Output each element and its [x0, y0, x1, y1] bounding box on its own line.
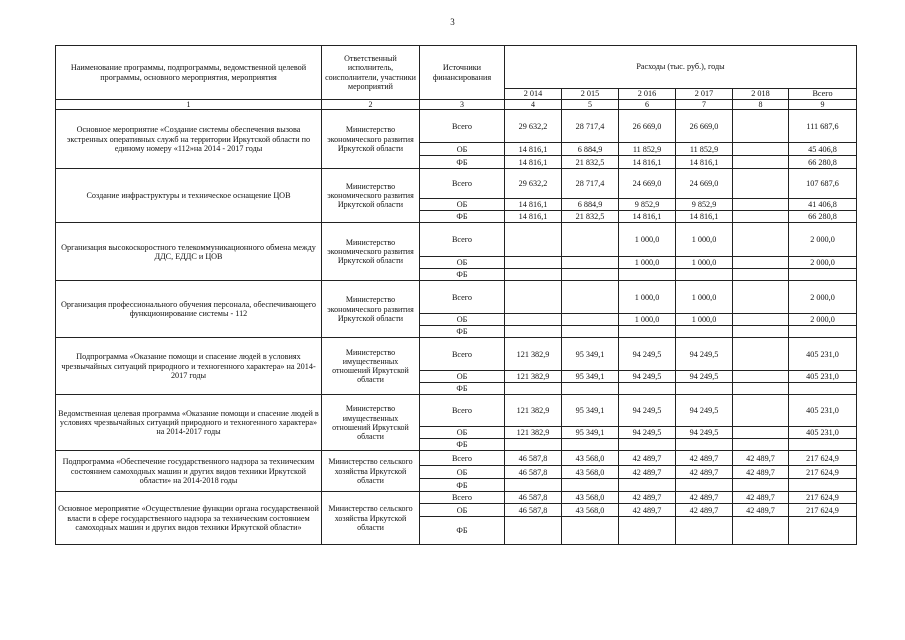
total-value — [789, 479, 857, 492]
year-value: 11 852,9 — [676, 143, 733, 156]
index-row — [56, 100, 857, 110]
year-value: 94 249,5 — [676, 395, 733, 427]
total-value: 405 231,0 — [789, 427, 857, 439]
year-value — [505, 517, 562, 545]
funding-source: ОБ — [420, 257, 505, 269]
year-value: 1 000,0 — [619, 281, 676, 314]
row-executor: Министерство экономического развития Иркутской области — [322, 281, 420, 338]
year-value: 121 382,9 — [505, 338, 562, 371]
table-row — [56, 223, 857, 257]
year-value — [733, 439, 789, 451]
year-value — [619, 517, 676, 545]
year-value — [733, 257, 789, 269]
header-executor: Ответственный исполнитель, соисполнители, участники мероприятий — [322, 46, 420, 100]
year-value: 28 717,4 — [562, 169, 619, 199]
year-value — [562, 257, 619, 269]
year-value: 14 816,1 — [676, 211, 733, 223]
row-executor: Министерство экономического развития Иркутской области — [322, 110, 420, 169]
year-value — [733, 326, 789, 338]
year-value: 42 489,7 — [619, 466, 676, 479]
row-executor: Министерство экономического развития Иркутской области — [322, 169, 420, 223]
year-value: 42 489,7 — [619, 504, 676, 517]
total-value: 217 624,9 — [789, 466, 857, 479]
row-name: Ведомственная целевая программа «Оказание помощи и спасение людей в условиях чрезвычайных ситуаций природного и техногенного характера» на 2014-2017 годы — [56, 395, 322, 451]
year-value: 42 489,7 — [676, 492, 733, 504]
funding-source: ОБ — [420, 427, 505, 439]
column-index: 6 — [619, 100, 676, 110]
year-value — [505, 383, 562, 395]
year-value — [733, 517, 789, 545]
total-value: 2 000,0 — [789, 314, 857, 326]
year-value: 121 382,9 — [505, 371, 562, 383]
column-index: 2 — [322, 100, 420, 110]
row-executor: Министерство сельского хозяйства Иркутской области — [322, 492, 420, 545]
year-value: 94 249,5 — [676, 338, 733, 371]
total-value: 405 231,0 — [789, 338, 857, 371]
funding-source: Всего — [420, 223, 505, 257]
year-value: 14 816,1 — [619, 211, 676, 223]
year-value: 94 249,5 — [619, 338, 676, 371]
year-value: 24 669,0 — [676, 169, 733, 199]
header-year: 2 016 — [619, 89, 676, 100]
year-value: 1 000,0 — [676, 314, 733, 326]
table-row — [56, 110, 857, 143]
year-value — [619, 439, 676, 451]
year-value: 42 489,7 — [733, 466, 789, 479]
header-year-total: Всего — [789, 89, 857, 100]
year-value — [733, 371, 789, 383]
year-value — [676, 479, 733, 492]
year-value: 11 852,9 — [619, 143, 676, 156]
total-value: 405 231,0 — [789, 371, 857, 383]
year-value: 95 349,1 — [562, 427, 619, 439]
year-value: 1 000,0 — [676, 223, 733, 257]
year-value: 14 816,1 — [505, 199, 562, 211]
year-value: 42 489,7 — [676, 451, 733, 466]
header-year: 2 017 — [676, 89, 733, 100]
year-value: 14 816,1 — [619, 156, 676, 169]
year-value — [505, 314, 562, 326]
year-value — [619, 479, 676, 492]
column-index: 3 — [420, 100, 505, 110]
year-value — [733, 223, 789, 257]
total-value: 107 687,6 — [789, 169, 857, 199]
year-value — [733, 156, 789, 169]
year-value: 1 000,0 — [619, 314, 676, 326]
year-value: 43 568,0 — [562, 451, 619, 466]
year-value: 9 852,9 — [619, 199, 676, 211]
year-value — [619, 326, 676, 338]
year-value: 94 249,5 — [619, 427, 676, 439]
column-index: 5 — [562, 100, 619, 110]
funding-source: Всего — [420, 110, 505, 143]
year-value: 26 669,0 — [676, 110, 733, 143]
funding-source: Всего — [420, 169, 505, 199]
year-value: 42 489,7 — [676, 466, 733, 479]
total-value: 405 231,0 — [789, 395, 857, 427]
year-value: 43 568,0 — [562, 504, 619, 517]
year-value: 94 249,5 — [676, 427, 733, 439]
year-value — [733, 211, 789, 223]
column-index: 8 — [733, 100, 789, 110]
row-name: Организация высокоскоростного телекоммуникационного обмена между ДДС, ЕДДС и ЦОВ — [56, 223, 322, 281]
year-value: 14 816,1 — [505, 156, 562, 169]
header-year: 2 018 — [733, 89, 789, 100]
page-number: 3 — [450, 17, 455, 27]
funding-source: ОБ — [420, 199, 505, 211]
row-name: Основное мероприятие «Создание системы обеспечения вызова экстренных оперативных служб на территории Иркутской области по единому номеру «112»на 2014 - 2017 годы — [56, 110, 322, 169]
total-value — [789, 439, 857, 451]
year-value — [562, 281, 619, 314]
column-index: 1 — [56, 100, 322, 110]
year-value — [505, 269, 562, 281]
year-value — [505, 439, 562, 451]
column-index: 4 — [505, 100, 562, 110]
column-index: 7 — [676, 100, 733, 110]
year-value: 42 489,7 — [619, 451, 676, 466]
year-value — [619, 269, 676, 281]
table-row — [56, 338, 857, 371]
funding-source: ФБ — [420, 269, 505, 281]
total-value: 111 687,6 — [789, 110, 857, 143]
year-value: 94 249,5 — [676, 371, 733, 383]
year-value: 6 884,9 — [562, 199, 619, 211]
year-value — [562, 517, 619, 545]
total-value: 45 406,8 — [789, 143, 857, 156]
year-value — [619, 383, 676, 395]
year-value: 42 489,7 — [733, 451, 789, 466]
table-row — [56, 492, 857, 504]
total-value: 2 000,0 — [789, 257, 857, 269]
year-value: 1 000,0 — [619, 257, 676, 269]
year-value: 26 669,0 — [619, 110, 676, 143]
year-value — [733, 169, 789, 199]
year-value — [505, 479, 562, 492]
year-value: 46 587,8 — [505, 451, 562, 466]
funding-source: ОБ — [420, 371, 505, 383]
year-value: 29 632,2 — [505, 110, 562, 143]
funding-source: ОБ — [420, 143, 505, 156]
year-value — [676, 326, 733, 338]
year-value: 42 489,7 — [733, 492, 789, 504]
year-value: 121 382,9 — [505, 395, 562, 427]
year-value — [562, 479, 619, 492]
funding-source: ФБ — [420, 156, 505, 169]
row-name: Подпрограмма «Оказание помощи и спасение людей в условиях чрезвычайных ситуаций природного и техногенного характера» на 2014-2017 годы — [56, 338, 322, 395]
header-year: 2 014 — [505, 89, 562, 100]
year-value — [562, 314, 619, 326]
year-value — [733, 269, 789, 281]
row-name: Создание инфраструктуры и техническое оснащение ЦОВ — [56, 169, 322, 223]
year-value: 46 587,8 — [505, 492, 562, 504]
year-value — [676, 269, 733, 281]
year-value: 46 587,8 — [505, 466, 562, 479]
year-value: 14 816,1 — [676, 156, 733, 169]
year-value: 21 832,5 — [562, 211, 619, 223]
year-value: 1 000,0 — [676, 257, 733, 269]
total-value: 66 280,8 — [789, 156, 857, 169]
funding-source: ФБ — [420, 517, 505, 545]
year-value: 21 832,5 — [562, 156, 619, 169]
table-row — [56, 169, 857, 199]
year-value — [505, 257, 562, 269]
funding-source: Всего — [420, 281, 505, 314]
year-value: 42 489,7 — [619, 492, 676, 504]
year-value: 1 000,0 — [619, 223, 676, 257]
year-value — [733, 383, 789, 395]
funding-source: ФБ — [420, 479, 505, 492]
year-value — [562, 269, 619, 281]
header-row — [56, 46, 857, 89]
header-name: Наименование программы, подпрограммы, ведомственной целевой программы, основного мероприятия, мероприятия — [56, 46, 322, 100]
row-executor: Министерство сельского хозяйства Иркутской области — [322, 451, 420, 492]
year-value — [676, 517, 733, 545]
year-value — [733, 199, 789, 211]
year-value: 1 000,0 — [676, 281, 733, 314]
year-value: 24 669,0 — [619, 169, 676, 199]
year-value — [733, 338, 789, 371]
year-value — [733, 395, 789, 427]
header-year: 2 015 — [562, 89, 619, 100]
total-value — [789, 383, 857, 395]
row-name: Подпрограмма «Обеспечение государственного надзора за техническим состоянием самоходных машин и других видов техники Иркутской области» на 2014-2018 годы — [56, 451, 322, 492]
total-value: 66 280,8 — [789, 211, 857, 223]
total-value — [789, 326, 857, 338]
year-value — [733, 314, 789, 326]
year-value — [562, 223, 619, 257]
year-value — [562, 439, 619, 451]
table-row — [56, 451, 857, 466]
funding-source: Всего — [420, 451, 505, 466]
funding-source: ФБ — [420, 326, 505, 338]
header-sources: Источники финансирования — [420, 46, 505, 100]
total-value: 41 406,8 — [789, 199, 857, 211]
year-value: 9 852,9 — [676, 199, 733, 211]
year-value: 94 249,5 — [619, 395, 676, 427]
year-value: 95 349,1 — [562, 395, 619, 427]
row-name: Организация профессионального обучения персонала, обеспечивающего функционирование системы - 112 — [56, 281, 322, 338]
year-value: 42 489,7 — [676, 504, 733, 517]
row-name: Основное мероприятие «Осуществление функции органа государственной власти в сфере государственного надзора за техническим состоянием самоходных машин и других видов техники Иркутской области» — [56, 492, 322, 545]
year-value: 29 632,2 — [505, 169, 562, 199]
year-value — [505, 281, 562, 314]
expenses-table — [55, 45, 857, 545]
year-value — [562, 383, 619, 395]
year-value: 95 349,1 — [562, 338, 619, 371]
row-executor: Министерство экономического развития Иркутской области — [322, 223, 420, 281]
funding-source: Всего — [420, 395, 505, 427]
total-value: 217 624,9 — [789, 504, 857, 517]
funding-source: ФБ — [420, 211, 505, 223]
column-index: 9 — [789, 100, 857, 110]
year-value: 28 717,4 — [562, 110, 619, 143]
total-value: 2 000,0 — [789, 281, 857, 314]
year-value — [676, 383, 733, 395]
header-expenses: Расходы (тыс. руб.), годы — [505, 46, 857, 89]
total-value: 217 624,9 — [789, 451, 857, 466]
row-executor: Министерство имущественных отношений Иркутской области — [322, 395, 420, 451]
year-value: 43 568,0 — [562, 492, 619, 504]
row-executor: Министерство имущественных отношений Иркутской области — [322, 338, 420, 395]
year-value: 46 587,8 — [505, 504, 562, 517]
total-value — [789, 517, 857, 545]
funding-source: ФБ — [420, 439, 505, 451]
funding-source: ОБ — [420, 466, 505, 479]
year-value — [562, 326, 619, 338]
funding-source: ОБ — [420, 504, 505, 517]
table-row — [56, 395, 857, 427]
total-value: 217 624,9 — [789, 492, 857, 504]
year-value — [505, 223, 562, 257]
funding-source: ОБ — [420, 314, 505, 326]
funding-source: Всего — [420, 492, 505, 504]
year-value: 94 249,5 — [619, 371, 676, 383]
year-value — [733, 281, 789, 314]
year-value — [733, 427, 789, 439]
year-value: 95 349,1 — [562, 371, 619, 383]
year-value — [505, 326, 562, 338]
year-value: 6 884,9 — [562, 143, 619, 156]
year-value: 14 816,1 — [505, 211, 562, 223]
year-value — [733, 143, 789, 156]
table-body — [56, 46, 857, 545]
year-value: 42 489,7 — [733, 504, 789, 517]
funding-source: Всего — [420, 338, 505, 371]
year-value: 43 568,0 — [562, 466, 619, 479]
funding-source: ФБ — [420, 383, 505, 395]
total-value: 2 000,0 — [789, 223, 857, 257]
table-row — [56, 281, 857, 314]
year-value: 121 382,9 — [505, 427, 562, 439]
year-value — [676, 439, 733, 451]
year-value — [733, 110, 789, 143]
year-value: 14 816,1 — [505, 143, 562, 156]
total-value — [789, 269, 857, 281]
year-value — [733, 479, 789, 492]
